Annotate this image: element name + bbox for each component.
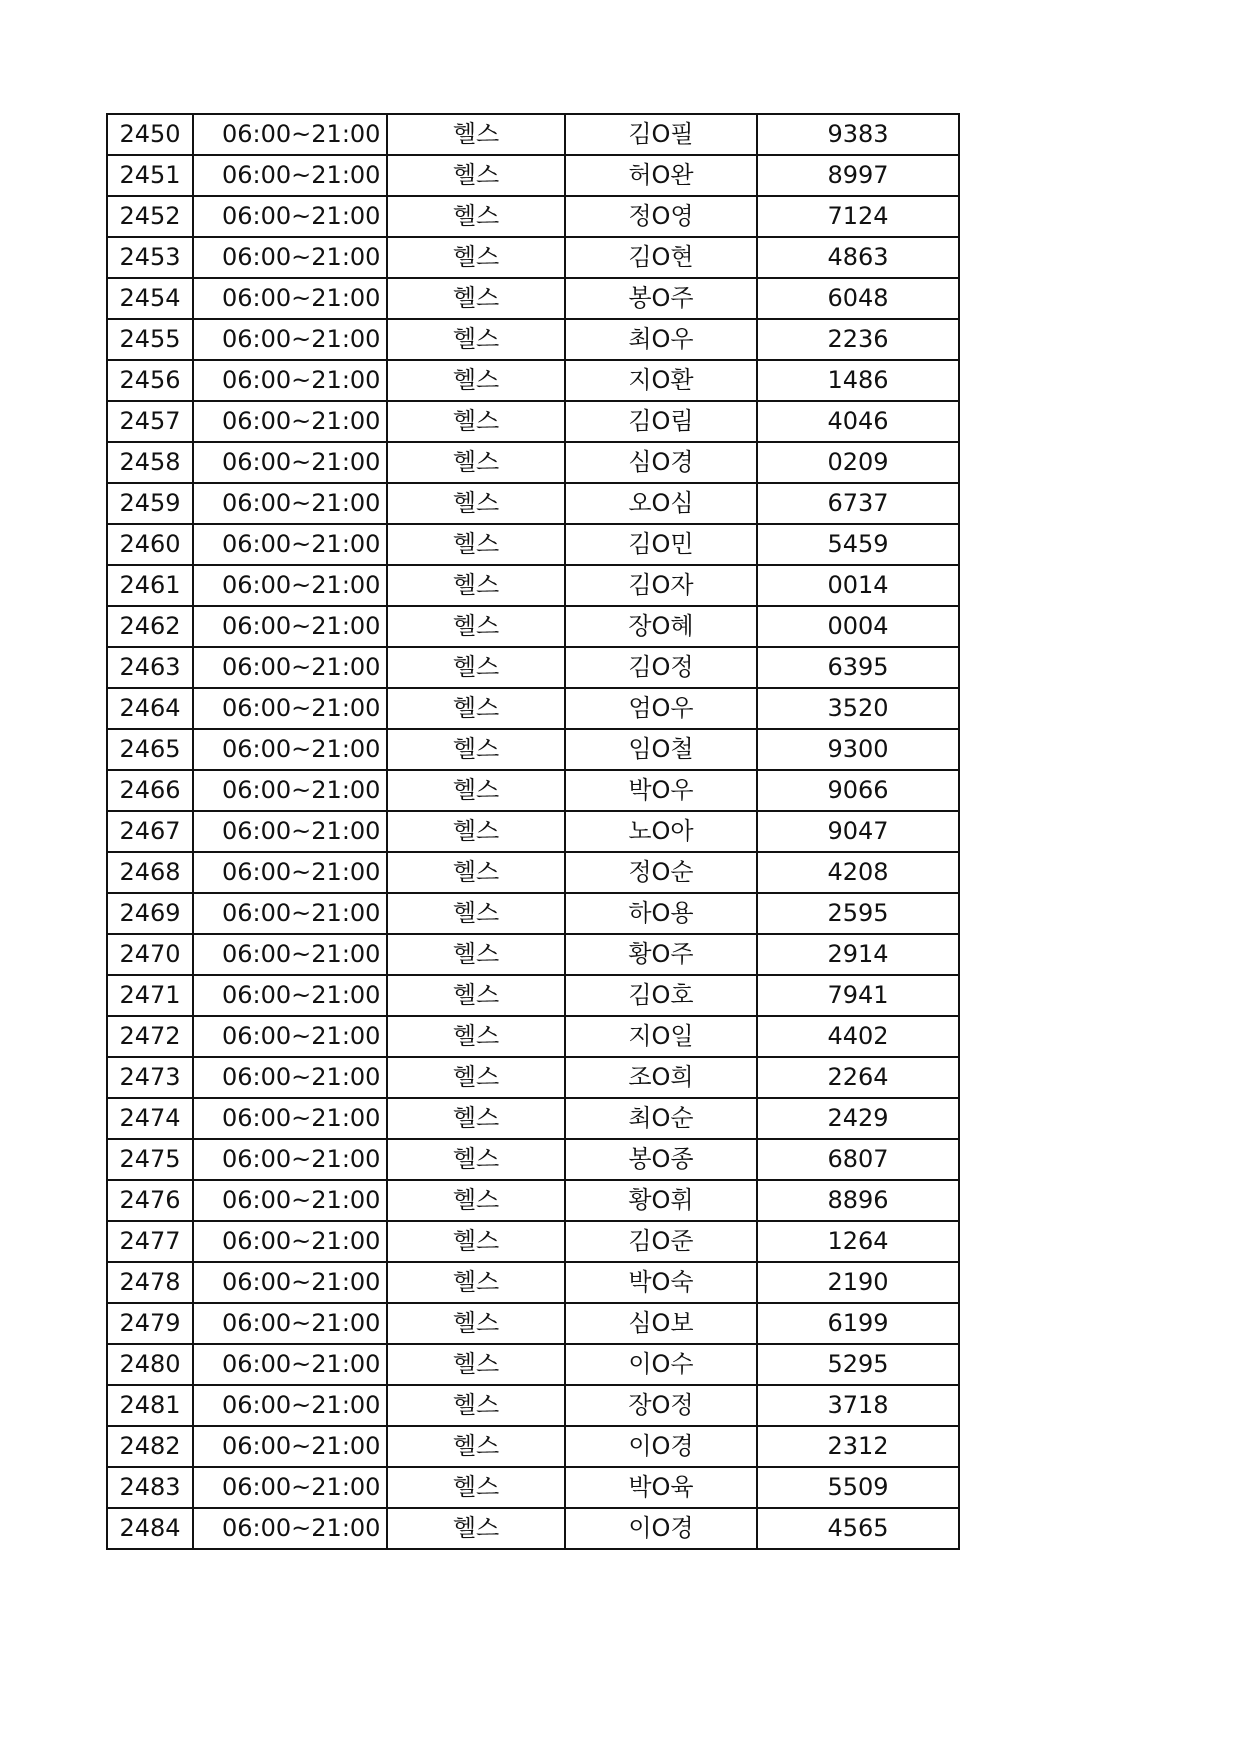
- table-row: [107, 319, 959, 360]
- cell-program: 헬스: [387, 565, 565, 606]
- cell-code: 3718: [757, 1385, 959, 1426]
- cell-member-name: 오O심: [565, 483, 757, 524]
- cell-number: 2457: [107, 401, 193, 442]
- cell-number: 2477: [107, 1221, 193, 1262]
- table-row: [107, 770, 959, 811]
- cell-hours: 06:00~21:00: [193, 114, 387, 155]
- table-row: [107, 1303, 959, 1344]
- cell-number: 2483: [107, 1467, 193, 1508]
- table-row: [107, 360, 959, 401]
- table-row: [107, 688, 959, 729]
- table-row: [107, 934, 959, 975]
- table-row: [107, 1467, 959, 1508]
- cell-program: 헬스: [387, 1016, 565, 1057]
- cell-hours: 06:00~21:00: [193, 934, 387, 975]
- cell-member-name: 장O정: [565, 1385, 757, 1426]
- cell-hours: 06:00~21:00: [193, 360, 387, 401]
- cell-member-name: 심O보: [565, 1303, 757, 1344]
- table-row: [107, 606, 959, 647]
- cell-member-name: 김O민: [565, 524, 757, 565]
- cell-code: 4565: [757, 1508, 959, 1549]
- cell-code: 8997: [757, 155, 959, 196]
- document-page: [106, 113, 960, 1550]
- cell-code: 4402: [757, 1016, 959, 1057]
- cell-hours: 06:00~21:00: [193, 975, 387, 1016]
- cell-code: 1486: [757, 360, 959, 401]
- table-row: [107, 565, 959, 606]
- cell-code: 6737: [757, 483, 959, 524]
- cell-code: 0004: [757, 606, 959, 647]
- cell-program: 헬스: [387, 852, 565, 893]
- cell-program: 헬스: [387, 1426, 565, 1467]
- cell-number: 2453: [107, 237, 193, 278]
- cell-number: 2471: [107, 975, 193, 1016]
- cell-member-name: 최O우: [565, 319, 757, 360]
- cell-member-name: 봉O주: [565, 278, 757, 319]
- cell-hours: 06:00~21:00: [193, 606, 387, 647]
- cell-number: 2459: [107, 483, 193, 524]
- cell-member-name: 이O경: [565, 1426, 757, 1467]
- cell-hours: 06:00~21:00: [193, 647, 387, 688]
- cell-program: 헬스: [387, 1262, 565, 1303]
- cell-code: 6807: [757, 1139, 959, 1180]
- cell-member-name: 정O영: [565, 196, 757, 237]
- cell-member-name: 박O육: [565, 1467, 757, 1508]
- cell-code: 4863: [757, 237, 959, 278]
- cell-member-name: 이O경: [565, 1508, 757, 1549]
- cell-number: 2451: [107, 155, 193, 196]
- cell-code: 2429: [757, 1098, 959, 1139]
- cell-number: 2466: [107, 770, 193, 811]
- cell-hours: 06:00~21:00: [193, 442, 387, 483]
- cell-code: 4046: [757, 401, 959, 442]
- cell-program: 헬스: [387, 688, 565, 729]
- cell-number: 2467: [107, 811, 193, 852]
- cell-member-name: 황O휘: [565, 1180, 757, 1221]
- table-row: [107, 1016, 959, 1057]
- cell-member-name: 지O일: [565, 1016, 757, 1057]
- cell-number: 2468: [107, 852, 193, 893]
- cell-hours: 06:00~21:00: [193, 278, 387, 319]
- cell-member-name: 김O호: [565, 975, 757, 1016]
- cell-number: 2479: [107, 1303, 193, 1344]
- cell-program: 헬스: [387, 1139, 565, 1180]
- cell-number: 2455: [107, 319, 193, 360]
- cell-hours: 06:00~21:00: [193, 1262, 387, 1303]
- cell-number: 2452: [107, 196, 193, 237]
- cell-member-name: 봉O종: [565, 1139, 757, 1180]
- cell-hours: 06:00~21:00: [193, 1385, 387, 1426]
- cell-number: 2478: [107, 1262, 193, 1303]
- table-row: [107, 401, 959, 442]
- cell-code: 2312: [757, 1426, 959, 1467]
- table-row: [107, 155, 959, 196]
- cell-code: 2264: [757, 1057, 959, 1098]
- cell-code: 6048: [757, 278, 959, 319]
- cell-hours: 06:00~21:00: [193, 1180, 387, 1221]
- cell-program: 헬스: [387, 196, 565, 237]
- cell-program: 헬스: [387, 1508, 565, 1549]
- cell-hours: 06:00~21:00: [193, 770, 387, 811]
- cell-program: 헬스: [387, 278, 565, 319]
- cell-number: 2481: [107, 1385, 193, 1426]
- cell-code: 9066: [757, 770, 959, 811]
- cell-member-name: 최O순: [565, 1098, 757, 1139]
- table-row: [107, 1262, 959, 1303]
- cell-number: 2465: [107, 729, 193, 770]
- table-row: [107, 1508, 959, 1549]
- cell-number: 2450: [107, 114, 193, 155]
- cell-member-name: 박O숙: [565, 1262, 757, 1303]
- table-row: [107, 975, 959, 1016]
- cell-hours: 06:00~21:00: [193, 319, 387, 360]
- cell-program: 헬스: [387, 729, 565, 770]
- cell-code: 2236: [757, 319, 959, 360]
- cell-hours: 06:00~21:00: [193, 155, 387, 196]
- table-row: [107, 237, 959, 278]
- cell-program: 헬스: [387, 1303, 565, 1344]
- table-row: [107, 811, 959, 852]
- cell-program: 헬스: [387, 975, 565, 1016]
- cell-number: 2460: [107, 524, 193, 565]
- cell-member-name: 노O아: [565, 811, 757, 852]
- cell-code: 7941: [757, 975, 959, 1016]
- cell-program: 헬스: [387, 442, 565, 483]
- cell-hours: 06:00~21:00: [193, 565, 387, 606]
- cell-program: 헬스: [387, 1057, 565, 1098]
- cell-number: 2470: [107, 934, 193, 975]
- cell-member-name: 김O현: [565, 237, 757, 278]
- cell-hours: 06:00~21:00: [193, 1426, 387, 1467]
- cell-program: 헬스: [387, 606, 565, 647]
- cell-program: 헬스: [387, 319, 565, 360]
- cell-hours: 06:00~21:00: [193, 811, 387, 852]
- cell-member-name: 박O우: [565, 770, 757, 811]
- table-row: [107, 1180, 959, 1221]
- table-row: [107, 647, 959, 688]
- cell-number: 2476: [107, 1180, 193, 1221]
- cell-program: 헬스: [387, 401, 565, 442]
- cell-program: 헬스: [387, 1467, 565, 1508]
- cell-hours: 06:00~21:00: [193, 893, 387, 934]
- cell-member-name: 김O자: [565, 565, 757, 606]
- cell-number: 2482: [107, 1426, 193, 1467]
- table-body: [107, 114, 959, 1549]
- cell-program: 헬스: [387, 360, 565, 401]
- cell-hours: 06:00~21:00: [193, 1139, 387, 1180]
- cell-code: 5295: [757, 1344, 959, 1385]
- cell-number: 2456: [107, 360, 193, 401]
- cell-hours: 06:00~21:00: [193, 852, 387, 893]
- cell-number: 2475: [107, 1139, 193, 1180]
- cell-number: 2462: [107, 606, 193, 647]
- cell-program: 헬스: [387, 770, 565, 811]
- cell-program: 헬스: [387, 1385, 565, 1426]
- cell-code: 2190: [757, 1262, 959, 1303]
- cell-hours: 06:00~21:00: [193, 196, 387, 237]
- cell-code: 4208: [757, 852, 959, 893]
- cell-code: 9383: [757, 114, 959, 155]
- cell-code: 8896: [757, 1180, 959, 1221]
- cell-code: 0209: [757, 442, 959, 483]
- cell-code: 9047: [757, 811, 959, 852]
- cell-hours: 06:00~21:00: [193, 483, 387, 524]
- cell-hours: 06:00~21:00: [193, 688, 387, 729]
- cell-hours: 06:00~21:00: [193, 1098, 387, 1139]
- cell-program: 헬스: [387, 524, 565, 565]
- cell-member-name: 황O주: [565, 934, 757, 975]
- cell-program: 헬스: [387, 483, 565, 524]
- cell-program: 헬스: [387, 893, 565, 934]
- cell-program: 헬스: [387, 1180, 565, 1221]
- cell-member-name: 김O준: [565, 1221, 757, 1262]
- cell-code: 6199: [757, 1303, 959, 1344]
- cell-code: 0014: [757, 565, 959, 606]
- cell-member-name: 허O완: [565, 155, 757, 196]
- cell-hours: 06:00~21:00: [193, 1344, 387, 1385]
- cell-number: 2464: [107, 688, 193, 729]
- cell-member-name: 김O림: [565, 401, 757, 442]
- cell-number: 2458: [107, 442, 193, 483]
- cell-hours: 06:00~21:00: [193, 401, 387, 442]
- cell-program: 헬스: [387, 1098, 565, 1139]
- table-row: [107, 893, 959, 934]
- table-row: [107, 1139, 959, 1180]
- cell-hours: 06:00~21:00: [193, 1508, 387, 1549]
- cell-number: 2461: [107, 565, 193, 606]
- table-row: [107, 278, 959, 319]
- cell-program: 헬스: [387, 647, 565, 688]
- table-row: [107, 1221, 959, 1262]
- cell-number: 2474: [107, 1098, 193, 1139]
- table-row: [107, 1426, 959, 1467]
- cell-hours: 06:00~21:00: [193, 524, 387, 565]
- cell-hours: 06:00~21:00: [193, 729, 387, 770]
- cell-program: 헬스: [387, 1344, 565, 1385]
- cell-code: 6395: [757, 647, 959, 688]
- cell-program: 헬스: [387, 1221, 565, 1262]
- cell-member-name: 하O용: [565, 893, 757, 934]
- cell-hours: 06:00~21:00: [193, 1221, 387, 1262]
- table-row: [107, 483, 959, 524]
- cell-code: 9300: [757, 729, 959, 770]
- cell-program: 헬스: [387, 811, 565, 852]
- cell-hours: 06:00~21:00: [193, 1467, 387, 1508]
- cell-program: 헬스: [387, 934, 565, 975]
- cell-number: 2484: [107, 1508, 193, 1549]
- cell-number: 2473: [107, 1057, 193, 1098]
- cell-hours: 06:00~21:00: [193, 1016, 387, 1057]
- cell-code: 1264: [757, 1221, 959, 1262]
- cell-code: 5509: [757, 1467, 959, 1508]
- table-row: [107, 729, 959, 770]
- cell-number: 2469: [107, 893, 193, 934]
- cell-hours: 06:00~21:00: [193, 237, 387, 278]
- table-row: [107, 852, 959, 893]
- cell-number: 2480: [107, 1344, 193, 1385]
- table-row: [107, 1344, 959, 1385]
- cell-number: 2463: [107, 647, 193, 688]
- cell-member-name: 김O정: [565, 647, 757, 688]
- table-row: [107, 196, 959, 237]
- table-row: [107, 1057, 959, 1098]
- cell-code: 7124: [757, 196, 959, 237]
- cell-code: 5459: [757, 524, 959, 565]
- cell-member-name: 이O수: [565, 1344, 757, 1385]
- cell-member-name: 임O철: [565, 729, 757, 770]
- table-row: [107, 442, 959, 483]
- cell-code: 3520: [757, 688, 959, 729]
- cell-member-name: 심O경: [565, 442, 757, 483]
- cell-program: 헬스: [387, 114, 565, 155]
- cell-code: 2914: [757, 934, 959, 975]
- cell-number: 2454: [107, 278, 193, 319]
- cell-hours: 06:00~21:00: [193, 1303, 387, 1344]
- cell-member-name: 장O혜: [565, 606, 757, 647]
- cell-code: 2595: [757, 893, 959, 934]
- cell-member-name: 정O순: [565, 852, 757, 893]
- cell-member-name: 엄O우: [565, 688, 757, 729]
- cell-number: 2472: [107, 1016, 193, 1057]
- cell-hours: 06:00~21:00: [193, 1057, 387, 1098]
- cell-member-name: 조O희: [565, 1057, 757, 1098]
- table-row: [107, 524, 959, 565]
- table-row: [107, 1385, 959, 1426]
- cell-member-name: 김O필: [565, 114, 757, 155]
- member-table: [106, 113, 960, 1550]
- cell-program: 헬스: [387, 155, 565, 196]
- cell-program: 헬스: [387, 237, 565, 278]
- table-row: [107, 114, 959, 155]
- table-row: [107, 1098, 959, 1139]
- cell-member-name: 지O환: [565, 360, 757, 401]
